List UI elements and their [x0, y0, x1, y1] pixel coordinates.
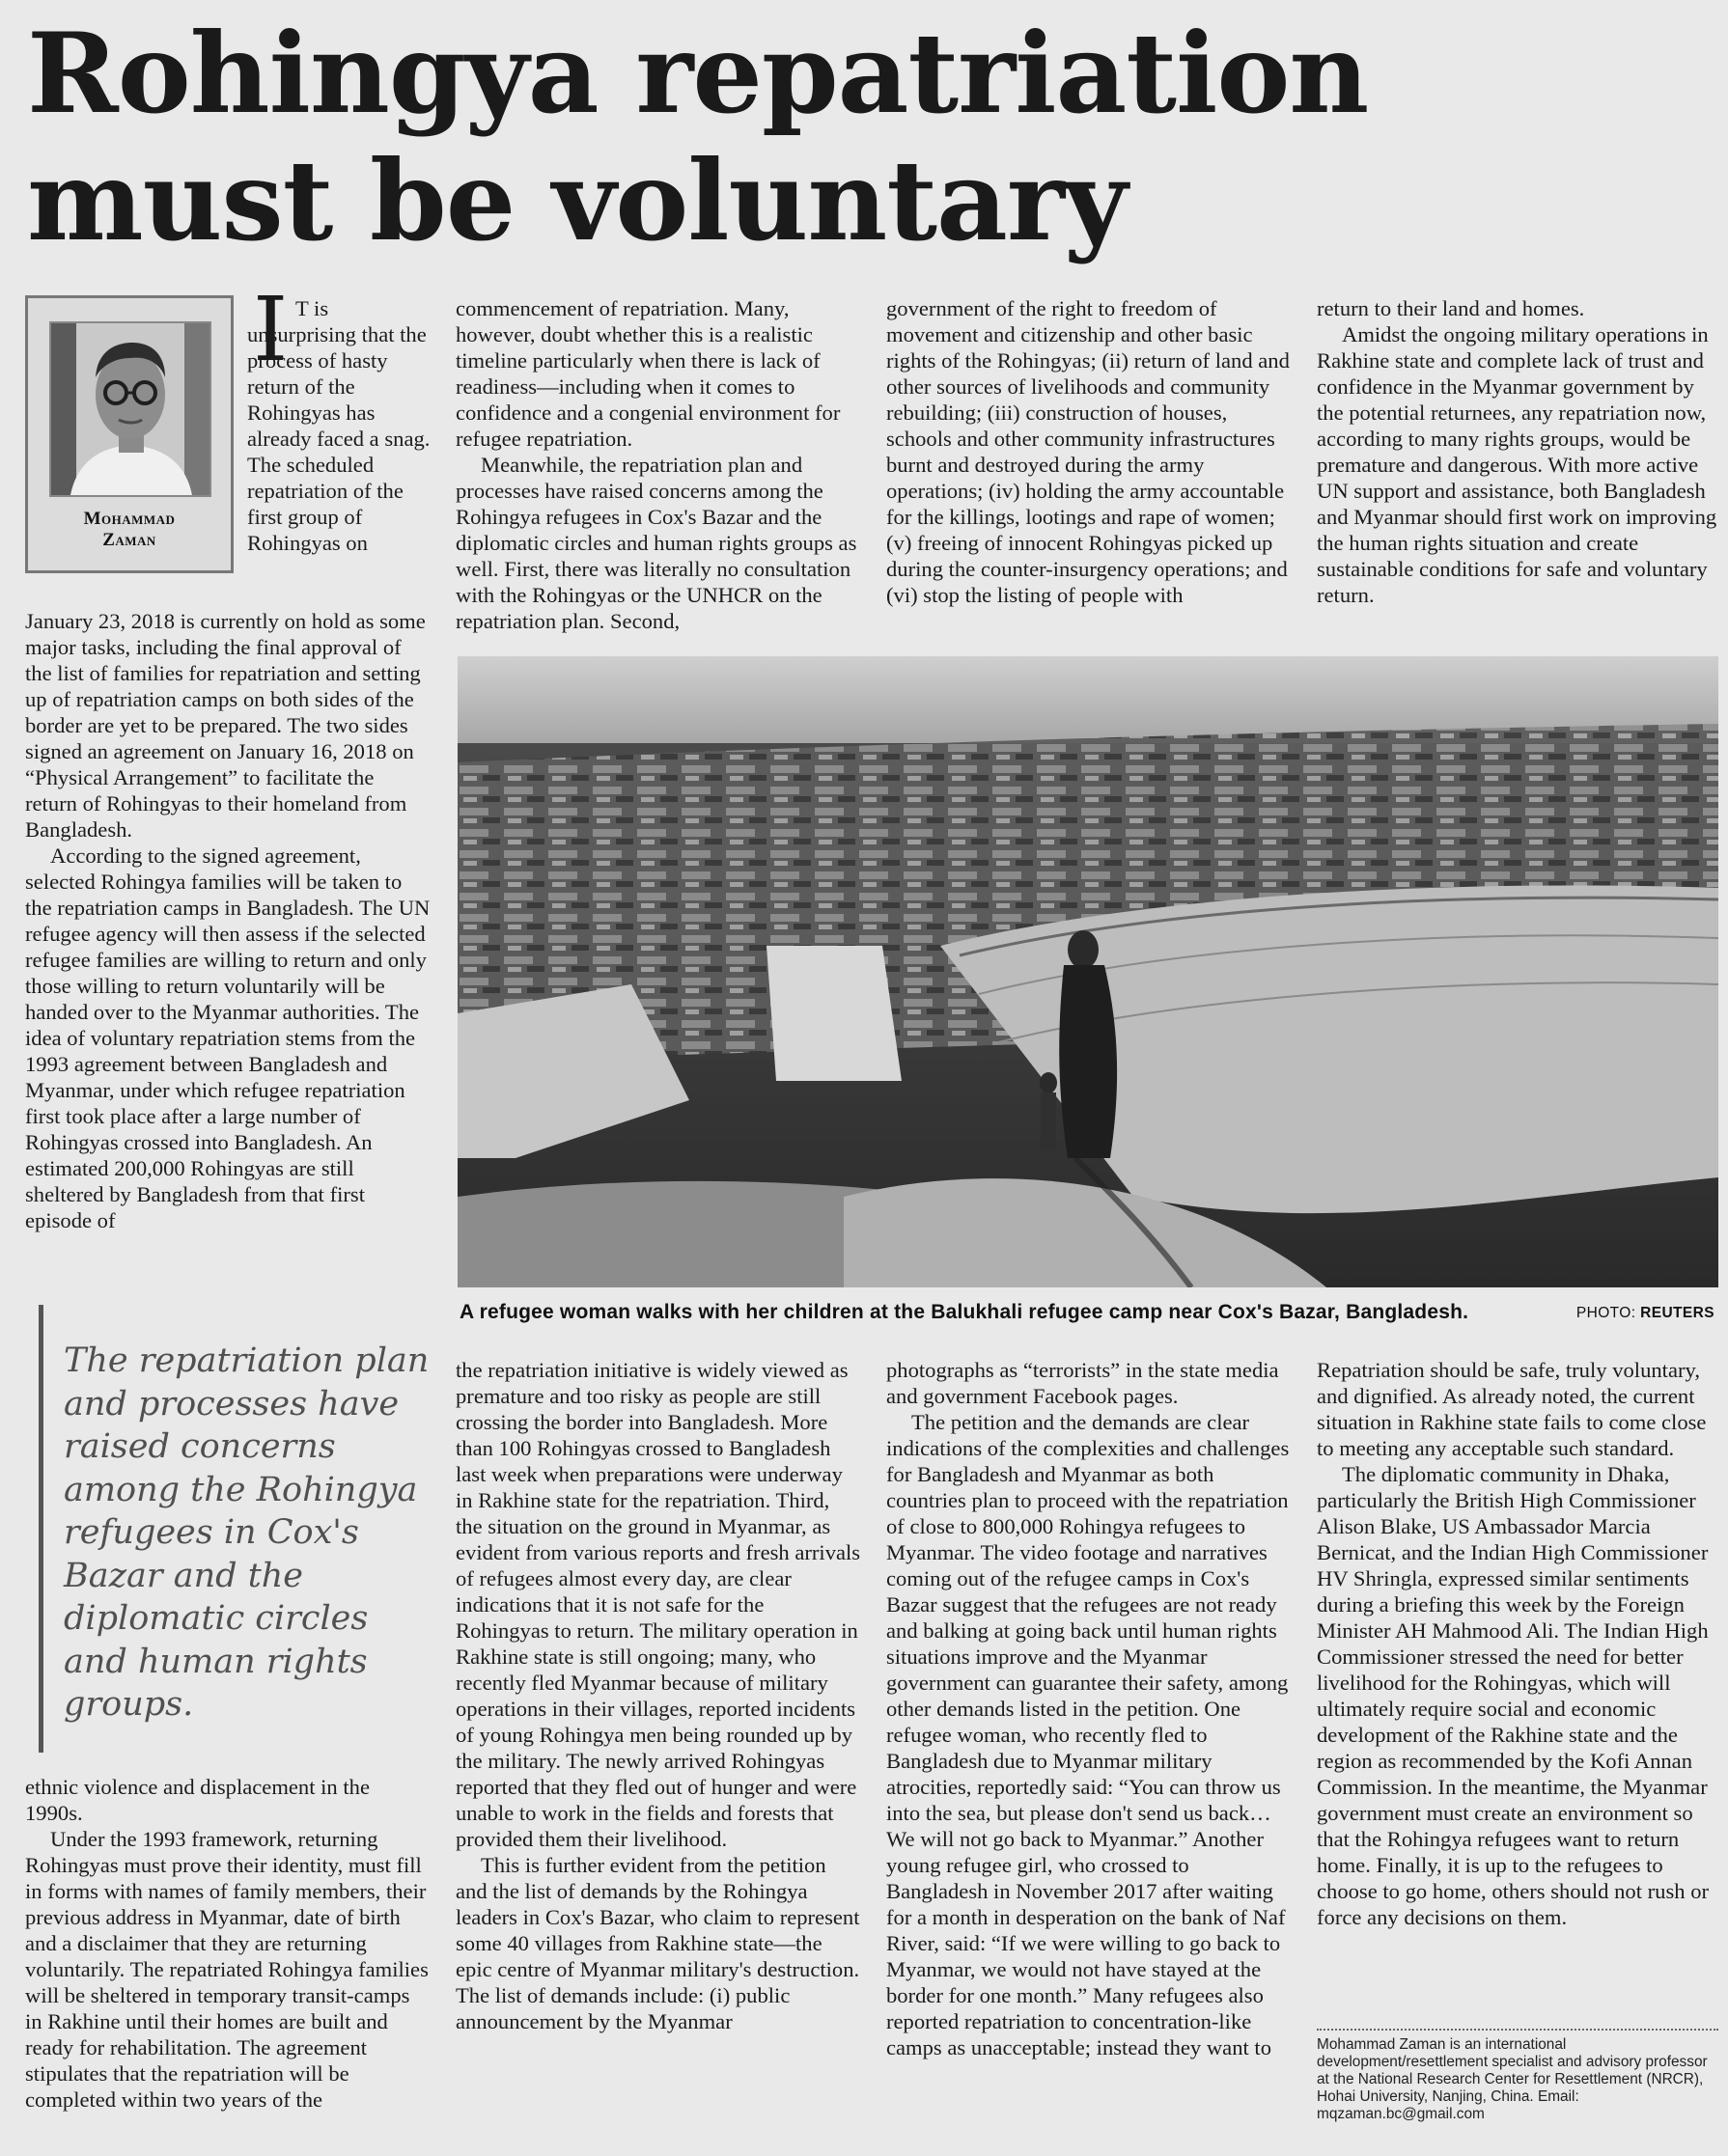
author-portrait-icon [51, 323, 209, 495]
author-name [28, 509, 231, 551]
paragraph: Under the 1993 framework, returning Rohingyas must prove their identity, must fill in forms with names of family members, their previous address in Myanmar, date of birth and a disclaimer that they are returning voluntarily. The repatriated Rohingya families will be sheltered in temporary transit-camps in Rakhine until their homes are built and ready for rehabilitation. The agreement stipulates that the repatriation will be completed within two years of the [25, 1827, 429, 2112]
author-box [25, 295, 234, 573]
author-last-name: Zaman [102, 530, 156, 550]
paragraph: Meanwhile, the repatriation plan and processes have raised concerns among the Rohingya refugees in Cox's Bazar and the diplomatic circles and human rights groups as well. First, there was literally no consultation with the Rohingyas or the UNHCR on the repatriation plan. Second, [456, 453, 857, 633]
paragraph: return to their land and homes. [1317, 296, 1585, 320]
refugee-camp-photo [458, 656, 1718, 1287]
photo-caption: A refugee woman walks with her children at the Balukhali refugee camp near Cox's Bazar, Bangladesh. [460, 1301, 1469, 1323]
column-1-body [25, 608, 431, 1233]
column-1-lead [247, 295, 431, 556]
paragraph: Amidst the ongoing military operations in Rakhine state and complete lack of trust and confidence in the Myanmar government by the potential returnees, any repatriation now, according to many rights groups, would be premature and dangerous. With more active UN support and assistance, both Bangladesh and Myanmar should first work on improving the human rights situation and create sustainable conditions for safe and voluntary return. [1317, 322, 1717, 607]
column-3-top [886, 295, 1292, 608]
paragraph: The petition and the demands are clear indications of the complexities and challenges for Bangladesh and Myanmar as both countries plan to proceed with the repatriation of close to 800,000 Rohingya refugees to Myanmar. The video footage and narratives coming out of the refugee camps in Cox's Bazar suggest that the refugees are not ready and balking at going back until human rights situations improve and the Myanmar government can guarantee their safety, among other demands listed in the petition. One refugee woman, who recently fled to Bangladesh due to Myanmar military atrocities, reportedly said: “You can throw us into the sea, but please don't send us back…We will not go back to Myanmar.” Another young refugee girl, who crossed to Bangladesh in November 2017 after waiting for a month in desperation on the bank of Naf River, said: “If we were willing to go back to Myanmar, we would not have stayed at the border for one month.” Many refugees also reported repatriation to concentration-like camps as unacceptable; instead they want to [886, 1410, 1290, 2059]
headline-line-2: must be voluntary [27, 136, 1128, 265]
paragraph: According to the signed agreement, selected Rohingya families will be taken to the repatriation camps in Bangladesh. The UN refugee agency will then assess if the selected refugee families are willing to return and only those willing to return voluntarily will be handed over to the Myanmar authorities. The idea of voluntary repatriation stems from the 1993 agreement between Bangladesh and Myanmar, under which refugee repatriation first took place after a large number of Rohingyas crossed into Bangladesh. An estimated 200,000 Rohingyas are still sheltered by Bangladesh from that first episode of [25, 843, 431, 1232]
photo-credit-source: REUTERS [1640, 1305, 1714, 1321]
photo-caption-bar [458, 1301, 1718, 1330]
paragraph: photographs as “terrorists” in the state media and government Facebook pages. [886, 1358, 1279, 1408]
paragraph: January 23, 2018 is currently on hold as some major tasks, including the final approval of the list of families for repatriation and setting up of repatriation camps on both sides of the border are yet to be prepared. The two sides signed an agreement on January 16, 2018 on “Physical Arrangement” to facilitate the return of Rohingyas to their homeland from Bangladesh. [25, 609, 426, 842]
bio-divider [1317, 2029, 1718, 2031]
column-3-bottom [886, 1357, 1292, 2060]
paragraph: This is further evident from the petition and the list of demands by the Rohingya leaders in Cox's Bazar, who claim to represent some 40 villages from Rakhine state—the epic centre of Myanmar military's destruction. The list of demands include: (i) public announcement by the Myanmar [456, 1853, 860, 2033]
pullquote: The repatriation plan and processes have raised concerns among the Rohingya refugees in Cox's Bazar and the diplomatic circles and human rights groups. [64, 1341, 430, 1724]
column-1-bottom [25, 1774, 431, 2113]
column-2-bottom [456, 1357, 861, 2034]
paragraph: Repatriation should be safe, truly voluntary, and dignified. As already noted, the current situation in Rakhine state fails to come close to meeting any acceptable such standard. [1317, 1358, 1707, 1460]
author-bio: Mohammad Zaman is an international development/resettlement specialist and advisory professor at the National Research Center for Resettlement (NRCR), Hohai University, Nanjing, China. Email: mqzaman.bc@gmail.com [1317, 2036, 1708, 2122]
column-4-bottom [1317, 1357, 1722, 1930]
refugee-camp-image-icon [458, 656, 1718, 1287]
paragraph: the repatriation initiative is widely viewed as premature and too risky as people are still crossing the border into Bangladesh. More than 100 Rohingyas crossed to Bangladesh last week when preparations were underway in Rakhine state for the repatriation. Third, the situation on the ground in Myanmar, as evident from various reports and fresh arrivals of refugees almost every day, are clear indications that it is not safe for the Rohingyas to return. The military operation in Rakhine state is still ongoing; many, who recently fled Myanmar because of military operations in their villages, reported incidents of young Rohingya men being rounded up by the military. The newly arrived Rohingyas reported that they fled out of hunger and were unable to work in the fields and forests that provided them their livelihood. [456, 1358, 861, 1851]
headline-line-1: Rohingya repatriation [27, 9, 1369, 138]
lead-paragraph-start: T is unsurprising that the process of hasty return of the Rohingyas has already faced a snag. The scheduled repatriation of the first group of Rohingyas on [247, 296, 431, 555]
paragraph: The diplomatic community in Dhaka, particularly the British High Commissioner Alison Blake, US Ambassador Marcia Bernicat, and the Indian High Commissioner HV Shringla, expressed similar sentiments during a briefing this week by the Foreign Minister AH Mahmood Ali. The Indian High Commissioner stressed the need for better livelihood for the Rohingyas, which will ultimately require social and economic development of the Rakhine state and the region as recommended by the Kofi Annan Commission. In the meantime, the Myanmar government must create an environment so that the Rohingya refugees want to return home. Finally, it is up to the refugees to choose to go home, others should not rush or force any decisions on them. [1317, 1462, 1710, 1929]
author-photo [49, 321, 211, 497]
paragraph: government of the right to freedom of movement and citizenship and other basic rights of the Rohingyas; (ii) return of land and other sources of livelihoods and community rebuilding; (iii) construction of houses, schools and other community infrastructures burnt and destroyed during the army operations; (iv) holding the army accountable for the killings, lootings and rape of women; (v) freeing of innocent Rohingyas picked up during the counter-insurgency operations; and (vi) stop the listing of people with [886, 296, 1290, 607]
author-first-name: Mohammad [83, 509, 176, 529]
headline [27, 10, 1707, 264]
pullquote-bar [39, 1305, 43, 1753]
paragraph: commencement of repatriation. Many, however, doubt whether this is a realistic timeline particularly when there is lack of readiness—including when it comes to confidence and a congenial environment for refugee repatriation. [456, 296, 841, 451]
drop-cap: I [253, 278, 289, 381]
photo-credit-label: PHOTO: [1575, 1305, 1641, 1321]
photo-credit [1576, 1305, 1714, 1322]
column-4-top [1317, 295, 1722, 608]
paragraph: ethnic violence and displacement in the 1990s. [25, 1775, 370, 1825]
column-2-top [456, 295, 861, 634]
